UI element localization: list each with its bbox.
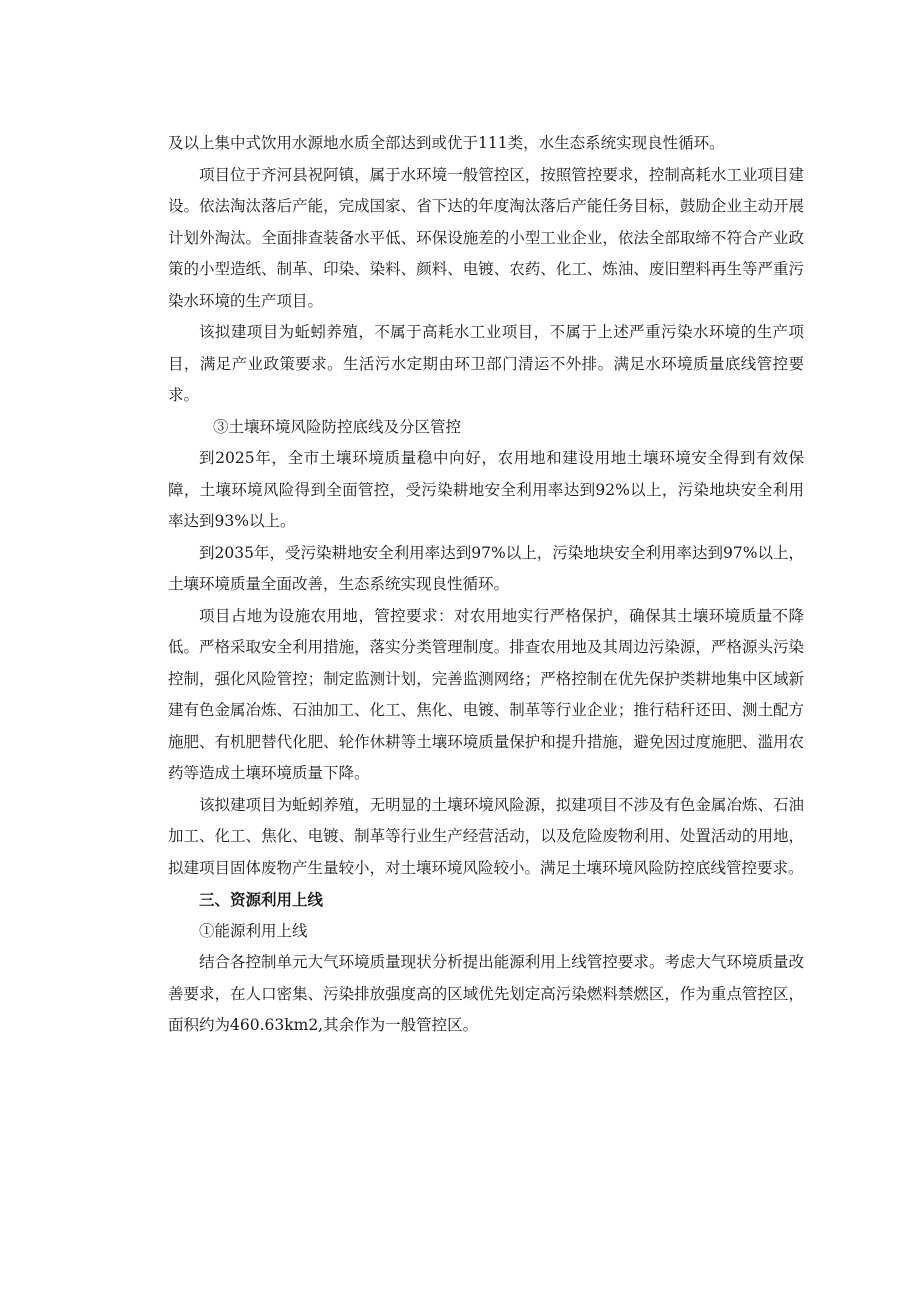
section-heading-resource: 三、资源利用上线 xyxy=(199,890,324,909)
paragraph-soil-2025: 到2025年，全市土壤环境质量稳中向好，农用地和建设用地土壤环境安全得到有效保障，土壤环境风险得到全面管控，受污染耕地安全利用率达到92%以上，污染地块安全利用率达到93%以上。 xyxy=(168,449,804,530)
subheading-energy: ①能源利用上线 xyxy=(199,921,308,940)
paragraph-soil-control: 项目占地为设施农用地，管控要求：对农用地实行严格保护，确保其土壤环境质量不降低。严格采取安全利用措施，落实分类管理制度。排查农用地及其周边污染源，严格源头污染控制，强化风险管控；制定监测计划，完善监测网络；严格控制在优先保护类耕地集中区域新建有色金属冶炼、石油加工、化工、焦化、电镀、制革等行业企业；推行秸秆还田、测土配方施肥、有机肥替代化肥、轮作休耕等土壤环境质量保护和提升措施，避免因过度施肥、滥用农药等造成土壤环境质量下降。 xyxy=(168,606,804,782)
subheading-soil-risk: ③土壤环境风险防控底线及分区管控 xyxy=(213,417,462,436)
paragraph-energy: 结合各控制单元大气环境质量现状分析提出能源利用上线管控要求。考虑大气环境质量改善要求，在人口密集、污染排放强度高的区域优先划定高污染燃料禁燃区，作为重点管控区，面积约为460.63km2,其余作为一般管控区。 xyxy=(168,953,804,1034)
paragraph-water-zone: 项目位于齐河县祝阿镇，属于水环境一般管控区，按照管控要求，控制高耗水工业项目建设。依法淘汰落后产能，完成国家、省下达的年度淘汰落后产能任务目标，鼓励企业主动开展计划外淘汰。全面排查装备水平低、环保设施差的小型工业企业，依法全部取缔不符合产业政策的小型造纸、制革、印染、染料、颜料、电镀、农药、化工、炼油、废旧塑料再生等严重污染水环境的生产项目。 xyxy=(168,165,804,310)
document-page xyxy=(168,128,804,1042)
paragraph-soil-compliance: 该拟建项目为蚯蚓养殖，无明显的土壤环境风险源，拟建项目不涉及有色金属冶炼、石油加工、化工、焦化、电镀、制革等行业生产经营活动，以及危险废物利用、处置活动的用地，拟建项目固体废物产生量较小，对土壤环境风险较小。满足土壤环境风险防控底线管控要求。 xyxy=(168,795,804,877)
paragraph-soil-2035: 到2035年，受污染耕地安全利用率达到97%以上，污染地块安全利用率达到97%以上，土壤环境质量全面改善，生态系统实现良性循环。 xyxy=(168,543,804,593)
paragraph-water-quality-cont: 及以上集中式饮用水源地水质全部达到或优于111类，水生态系统实现良性循环。 xyxy=(168,134,725,152)
paragraph-water-compliance: 该拟建项目为蚯蚓养殖，不属于高耗水工业项目，不属于上述严重污染水环境的生产项目，满足产业政策要求。生活污水定期由环卫部门清运不外排。满足水环境质量底线管控要求。 xyxy=(168,323,804,404)
